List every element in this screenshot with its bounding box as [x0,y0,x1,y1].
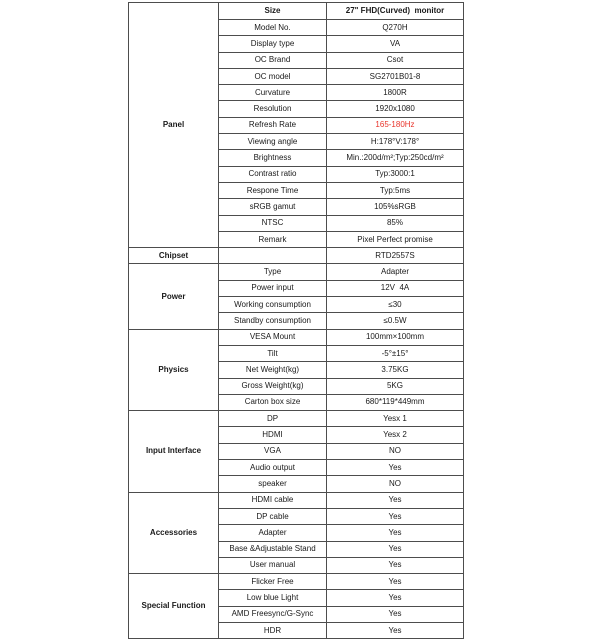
spec-value-cell: NO [327,443,464,459]
spec-name-cell: Working consumption [219,297,327,313]
spec-value-cell: H:178°V:178° [327,134,464,150]
spec-name-cell: Model No. [219,20,327,36]
spec-value-cell: Yes [327,541,464,557]
spec-name-cell: Refresh Rate [219,117,327,133]
category-cell-panel: Panel [129,3,219,248]
spec-name-cell: Resolution [219,101,327,117]
spec-name-cell: Display type [219,36,327,52]
spec-value-cell: Typ:3000:1 [327,166,464,182]
spec-name-cell: HDMI [219,427,327,443]
spec-name-cell: Gross Weight(kg) [219,378,327,394]
category-cell-physics: Physics [129,329,219,410]
spec-name-cell: Curvature [219,85,327,101]
spec-value-cell: Q270H [327,20,464,36]
spec-value-cell: Csot [327,52,464,68]
spec-name-cell: Audio output [219,460,327,476]
spec-name-cell: HDMI cable [219,492,327,508]
header-value-cell: 27" FHD(Curved) monitor [327,3,464,20]
spec-name-cell: Remark [219,231,327,247]
spec-table-body [129,3,464,639]
spec-value-cell: SG2701B01-8 [327,68,464,84]
spec-name-cell: Viewing angle [219,134,327,150]
spec-name-cell: OC Brand [219,52,327,68]
spec-value-cell: Yes [327,525,464,541]
spec-name-cell: sRGB gamut [219,199,327,215]
spec-name-cell: HDR [219,622,327,638]
spec-name-cell: DP cable [219,508,327,524]
spec-value-cell: 1800R [327,85,464,101]
category-cell-input-interface: Input Interface [129,411,219,492]
spec-value-cell: Yes [327,574,464,590]
spec-value-cell: VA [327,36,464,52]
spec-name-cell: Standby consumption [219,313,327,329]
spec-value-cell: 100mm×100mm [327,329,464,345]
header-size-cell: Size [219,3,327,20]
spec-value-cell: Yes [327,557,464,573]
spec-name-cell [219,248,327,264]
spec-value-cell: 165-180Hz [327,117,464,133]
spec-name-cell: Adapter [219,525,327,541]
spec-value-cell: Yesx 1 [327,411,464,427]
spec-name-cell: Brightness [219,150,327,166]
spec-value-cell: ≤30 [327,297,464,313]
spec-name-cell: DP [219,411,327,427]
spec-value-cell: Min.:200d/m²;Typ:250cd/m² [327,150,464,166]
spec-value-cell: -5°±15° [327,345,464,361]
spec-name-cell: VESA Mount [219,329,327,345]
spec-name-cell: VGA [219,443,327,459]
spec-value-cell: Typ:5ms [327,182,464,198]
spec-value-cell: Yes [327,622,464,638]
spec-value-cell: 85% [327,215,464,231]
spec-value-cell: 680*119*449mm [327,394,464,410]
category-cell-power: Power [129,264,219,329]
spec-value-cell: Yes [327,508,464,524]
spec-name-cell: Base &Adjustable Stand [219,541,327,557]
spec-value-cell: 1920x1080 [327,101,464,117]
spec-value-cell: RTD2557S [327,248,464,264]
spec-value-cell: 5KG [327,378,464,394]
spec-name-cell: AMD Freesync/G-Sync [219,606,327,622]
spec-value-cell: Adapter [327,264,464,280]
spec-name-cell: Contrast ratio [219,166,327,182]
spec-value-cell: Pixel Perfect promise [327,231,464,247]
spec-name-cell: Net Weight(kg) [219,362,327,378]
spec-value-cell: Yes [327,606,464,622]
spec-value-cell: Yes [327,492,464,508]
spec-name-cell: User manual [219,557,327,573]
spec-value-cell: Yes [327,590,464,606]
spec-name-cell: speaker [219,476,327,492]
spec-name-cell: OC model [219,68,327,84]
spec-value-cell: 105%sRGB [327,199,464,215]
spec-name-cell: Power input [219,280,327,296]
spec-name-cell: Low blue Light [219,590,327,606]
spec-table [128,2,464,639]
category-cell-accessories: Accessories [129,492,219,573]
spec-name-cell: Carton box size [219,394,327,410]
spec-name-cell: Tilt [219,345,327,361]
category-cell-special-function: Special Function [129,574,219,639]
category-cell-chipset: Chipset [129,248,219,264]
spec-name-cell: NTSC [219,215,327,231]
spec-value-cell: Yes [327,460,464,476]
spec-value-cell: 3.75KG [327,362,464,378]
spec-name-cell: Respone Time [219,182,327,198]
spec-name-cell: Flicker Free [219,574,327,590]
spec-value-cell: 12V 4A [327,280,464,296]
spec-value-cell: Yesx 2 [327,427,464,443]
spec-value-cell: NO [327,476,464,492]
spec-value-cell: ≤0.5W [327,313,464,329]
spec-name-cell: Type [219,264,327,280]
